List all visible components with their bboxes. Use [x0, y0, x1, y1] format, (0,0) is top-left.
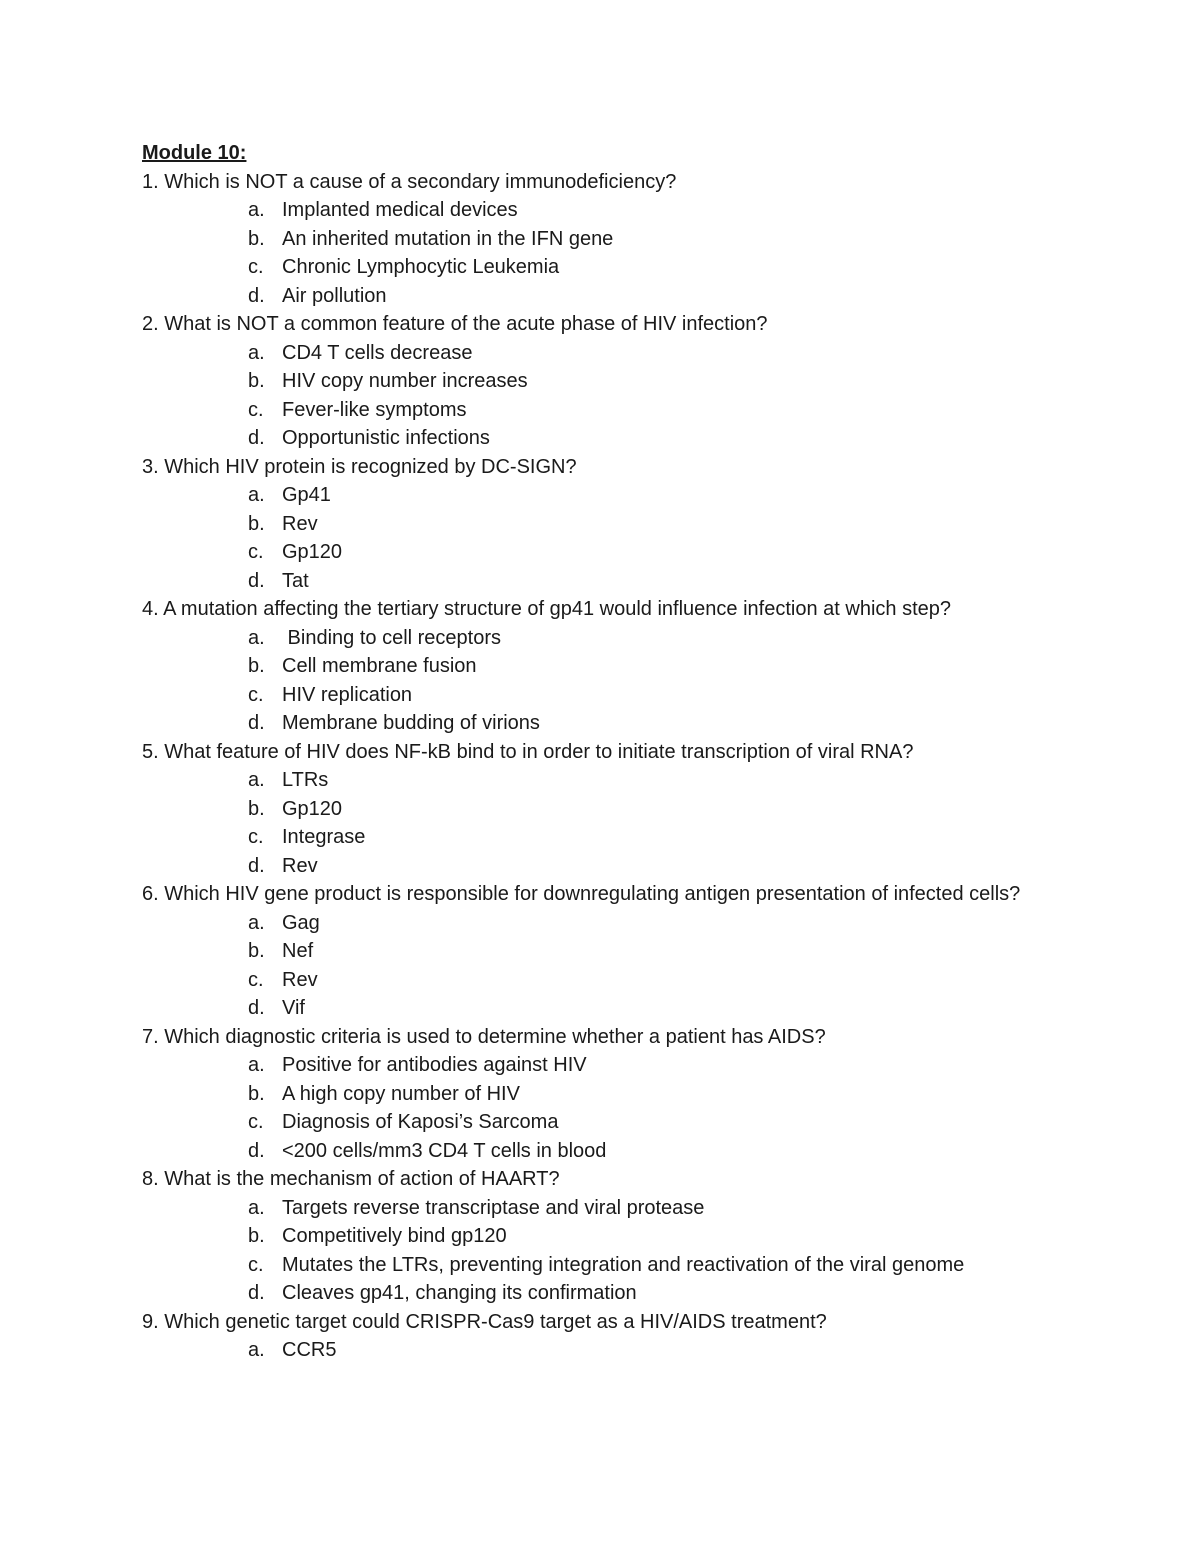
option-letter: c. — [248, 1111, 264, 1133]
option-letter: b. — [248, 940, 265, 962]
option-text: LTRs — [282, 769, 329, 791]
option-text: HIV copy number increases — [282, 370, 528, 392]
question-8-option-c — [142, 1251, 1142, 1280]
option-letter: d. — [248, 569, 265, 592]
option-letter: d. — [248, 997, 265, 1019]
question-7-stem: 7. Which diagnostic criteria is used to determine whether a patient has AIDS? — [142, 1025, 826, 1048]
question-6-stem: 6. Which HIV gene product is responsible for downregulating antigen presentation of infected cells? — [142, 883, 1021, 905]
option-text: Rev — [282, 512, 318, 535]
option-letter: d. — [248, 1282, 265, 1304]
option-letter: d. — [248, 427, 265, 449]
question-6-option-b — [142, 937, 1142, 966]
option-letter: c. — [248, 826, 264, 848]
question-1-option-b — [142, 225, 1142, 254]
question-5-stem: 5. What feature of HIV does NF-kB bind to in order to initiate transcription of viral RNA? — [142, 740, 914, 763]
option-letter: b. — [248, 512, 265, 535]
option-letter: b. — [248, 1082, 265, 1105]
question-9-stem: 9. Which genetic target could CRISPR-Cas9 target as a HIV/AIDS treatment? — [142, 1310, 827, 1333]
question-4-option-a — [142, 624, 1142, 653]
option-text: Competitively bind gp120 — [282, 1225, 507, 1247]
option-letter: b. — [248, 227, 265, 250]
question-2-option-a — [142, 339, 1142, 368]
question-4-option-c — [142, 681, 1142, 710]
option-text: Integrase — [282, 826, 366, 848]
option-letter: d. — [248, 1139, 265, 1162]
option-text: Rev — [282, 968, 318, 991]
question-9-option-a — [142, 1336, 1142, 1365]
option-text: Opportunistic infections — [282, 427, 490, 449]
option-text: Gp41 — [282, 484, 331, 506]
option-text: Implanted medical devices — [282, 199, 518, 221]
option-letter: b. — [248, 655, 265, 677]
option-letter: a. — [248, 1196, 265, 1219]
question-5-option-d — [142, 852, 1142, 881]
option-text: CCR5 — [282, 1339, 337, 1361]
option-text: Positive for antibodies against HIV — [282, 1054, 587, 1076]
option-letter: a. — [248, 341, 265, 364]
option-text: Membrane budding of virions — [282, 712, 540, 734]
option-text: Tat — [282, 569, 309, 592]
question-6-option-c — [142, 966, 1142, 995]
question-8-stem: 8. What is the mechanism of action of HAART? — [142, 1168, 560, 1190]
option-text: Nef — [282, 940, 314, 962]
option-letter: a. — [248, 1054, 265, 1076]
option-text: Rev — [282, 854, 318, 877]
option-letter: a. — [248, 484, 265, 506]
question-8-option-a — [142, 1194, 1142, 1223]
option-letter: c. — [248, 683, 264, 706]
question-3-stem: 3. Which HIV protein is recognized by DC-SIGN? — [142, 455, 577, 478]
question-4-stem: 4. A mutation affecting the tertiary structure of gp41 would influence infection at which step? — [142, 598, 952, 620]
question-3-option-c — [142, 538, 1142, 567]
question-2-option-c — [142, 396, 1142, 425]
question-4-option-b — [142, 652, 1142, 681]
question-3-option-a — [142, 481, 1142, 510]
option-text: Binding to cell receptors — [282, 626, 502, 649]
option-letter: a. — [248, 769, 265, 791]
option-letter: d. — [248, 712, 265, 734]
option-text: An inherited mutation in the IFN gene — [282, 227, 614, 250]
question-5-option-b — [142, 795, 1142, 824]
option-text: Air pollution — [282, 284, 387, 307]
option-letter: c. — [248, 1253, 264, 1276]
option-letter: b. — [248, 370, 265, 392]
option-letter: b. — [248, 1225, 265, 1247]
option-text: Diagnosis of Kaposi’s Sarcoma — [282, 1111, 559, 1133]
option-letter: d. — [248, 284, 265, 307]
question-1-option-a — [142, 196, 1142, 225]
option-letter: a. — [248, 626, 265, 649]
option-text: Gp120 — [282, 541, 343, 563]
option-text: Mutates the LTRs, preventing integration and reactivation of the viral genome — [282, 1253, 965, 1276]
question-3-option-b — [142, 510, 1142, 539]
question-1-option-d — [142, 282, 1142, 311]
question-7-option-a — [142, 1051, 1142, 1080]
question-3-option-d — [142, 567, 1142, 596]
option-text: CD4 T cells decrease — [282, 341, 473, 364]
option-text: Targets reverse transcriptase and viral protease — [282, 1196, 705, 1219]
option-text: Gp120 — [282, 797, 343, 820]
question-1-option-c — [142, 253, 1142, 282]
option-letter: c. — [248, 256, 264, 278]
option-text: Fever-like symptoms — [282, 398, 467, 421]
question-list — [142, 139, 1142, 1365]
question-7-option-b — [142, 1080, 1142, 1109]
question-2-option-b — [142, 367, 1142, 396]
option-text: Cell membrane fusion — [282, 655, 477, 677]
question-7-option-c — [142, 1108, 1142, 1137]
question-2-option-d — [142, 424, 1142, 453]
option-letter: b. — [248, 797, 265, 820]
option-text: HIV replication — [282, 683, 413, 706]
question-5-option-c — [142, 823, 1142, 852]
question-1-stem: 1. Which is NOT a cause of a secondary immunodeficiency? — [142, 170, 677, 193]
option-text: Chronic Lymphocytic Leukemia — [282, 256, 560, 278]
option-text: <200 cells/mm3 CD4 T cells in blood — [282, 1139, 607, 1162]
question-5-option-a — [142, 766, 1142, 795]
option-letter: d. — [248, 854, 265, 877]
question-8-option-b — [142, 1222, 1142, 1251]
option-letter: a. — [248, 1339, 265, 1361]
option-text: Gag — [282, 911, 320, 934]
option-text: Vif — [282, 997, 305, 1019]
question-2-stem: 2. What is NOT a common feature of the acute phase of HIV infection? — [142, 313, 768, 335]
question-6-option-d — [142, 994, 1142, 1023]
question-6-option-a — [142, 909, 1142, 938]
option-text: A high copy number of HIV — [282, 1082, 520, 1105]
option-text: Cleaves gp41, changing its confirmation — [282, 1282, 637, 1304]
question-4-option-d — [142, 709, 1142, 738]
option-letter: a. — [248, 911, 265, 934]
question-8-option-d — [142, 1279, 1142, 1308]
option-letter: c. — [248, 541, 264, 563]
option-letter: c. — [248, 968, 264, 991]
question-7-option-d — [142, 1137, 1142, 1166]
option-letter: c. — [248, 398, 264, 421]
option-letter: a. — [248, 199, 265, 221]
module-title: Module 10: — [142, 142, 247, 164]
